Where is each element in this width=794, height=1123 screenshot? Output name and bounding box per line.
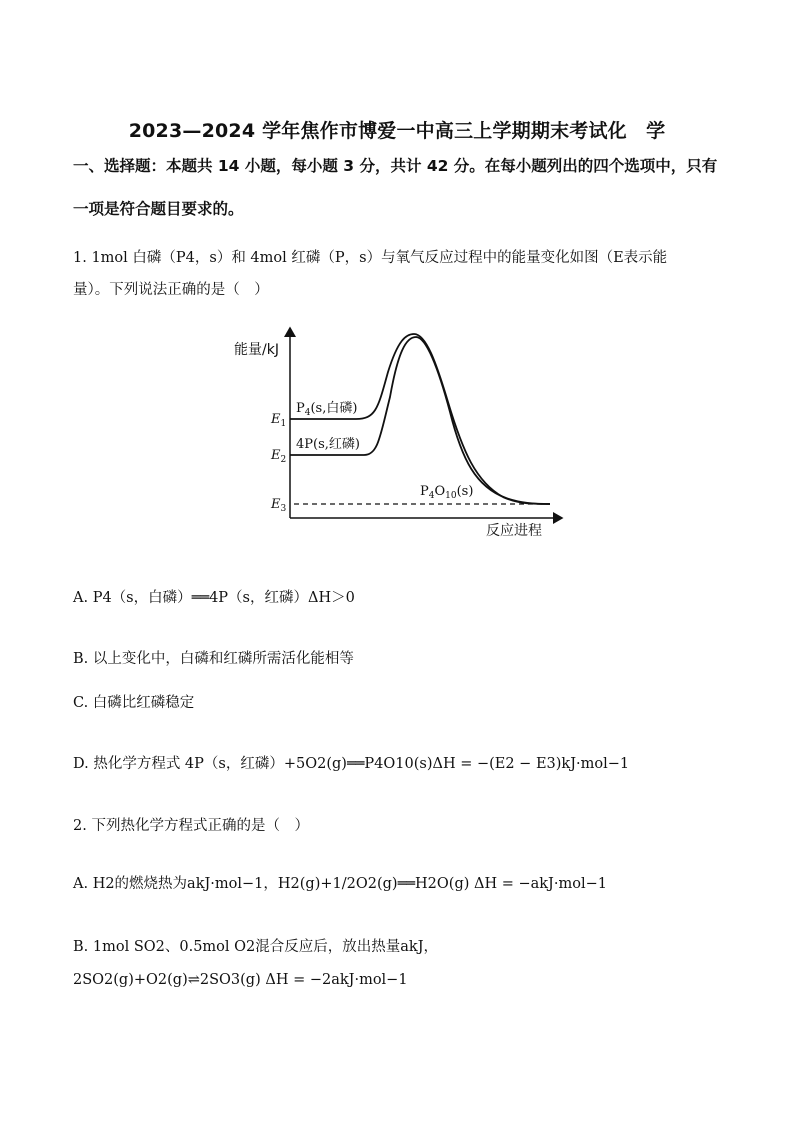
curve-white-phosphorus [290,334,550,504]
tick-e2: $E_2$ [271,448,287,465]
x-axis-label: 反应进程 [486,523,542,539]
q1-option-d: D. 热化学方程式 4P（s，红磷）+5O2(g)══P4O10(s)ΔH = −(E2 − E3)kJ·mol−1 [73,756,630,772]
q2-option-b-line2: 2SO2(g)+O2(g)⇌2SO3(g) ΔH = −2akJ·mol−1 [73,972,408,988]
q1-option-a: A. P4（s，白磷）══4P（s，红磷）ΔH＞0 [73,590,355,606]
y-axis-label: 能量/kJ [234,342,279,358]
page-title: 2023—2024 学年焦作市博爱一中高三上学期期末考试化 学 [128,120,666,142]
q2-option-a: A. H2的燃烧热为akJ·mol−1，H2(g)+1/2O2(g)══H2O(g) ΔH = −akJ·mol−1 [73,876,607,892]
q1-option-c: C. 白磷比红磷稳定 [73,695,195,711]
energy-diagram [228,322,578,544]
q1-option-b: B. 以上变化中，白磷和红磷所需活化能相等 [73,651,354,667]
tick-e1: $E_1$ [271,412,287,429]
q1-stem-line2: 量）。下列说法正确的是（ ） [73,282,269,298]
label-red-phosphorus: 4P(s,红磷) [296,437,360,452]
tick-e3: $E_3$ [271,497,287,514]
section-heading-line1: 一、选择题：本题共 14 小题，每小题 3 分，共计 42 分。在每小题列出的四个选项中，只有 [73,157,718,175]
section-heading-line2: 一项是符合题目要求的。 [73,200,244,218]
label-p4o10: $P_4O_{10}(s)$ [420,484,474,501]
q2-option-b-line1: B. 1mol SO2、0.5mol O2混合反应后，放出热量akJ， [73,939,439,955]
q2-stem: 2. 下列热化学方程式正确的是（ ） [73,818,309,834]
q1-stem-line1: 1. 1mol 白磷（P4，s）和 4mol 红磷（P，s）与氧气反应过程中的能量变化如图（E表示能 [73,250,668,266]
label-white-phosphorus: $P_4(s$,白磷) [296,401,358,418]
curve-red-phosphorus [290,337,550,504]
